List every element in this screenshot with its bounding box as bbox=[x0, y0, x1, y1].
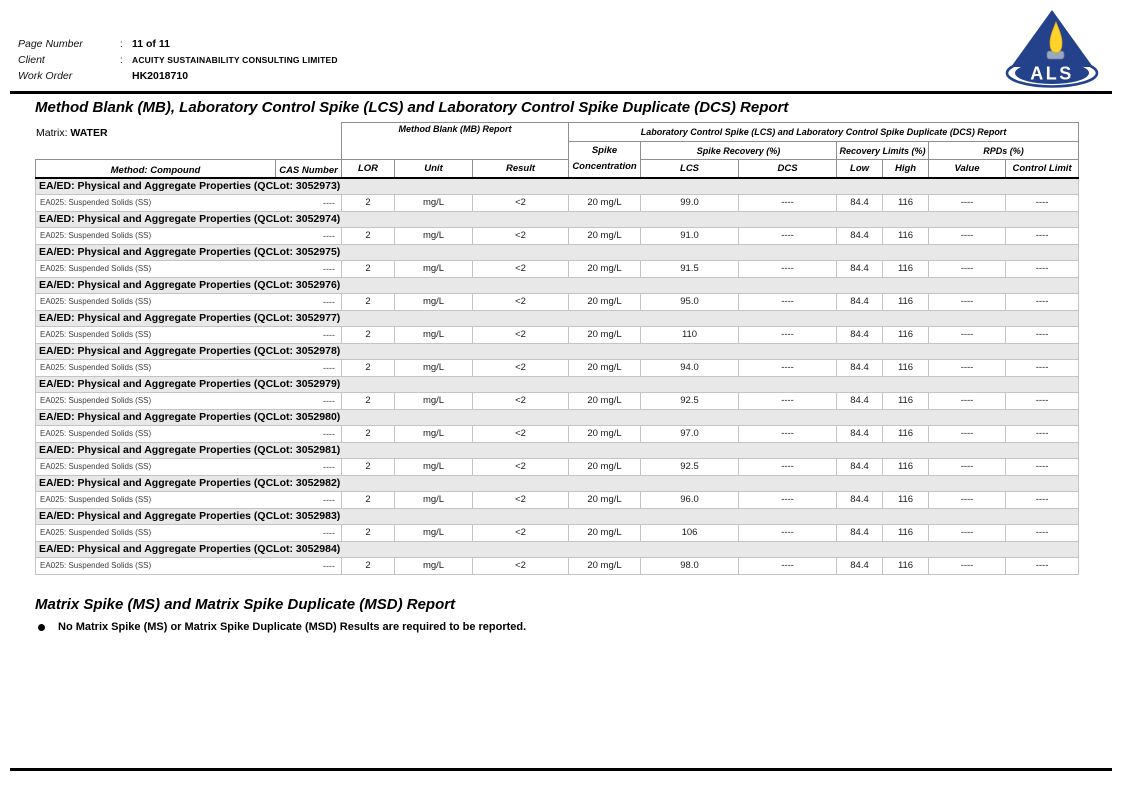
cell-control-limit: ---- bbox=[1006, 327, 1079, 344]
cell-compound: EA025: Suspended Solids (SS) bbox=[36, 261, 276, 278]
cell-value: ---- bbox=[929, 525, 1006, 542]
cell-control-limit: ---- bbox=[1006, 459, 1079, 476]
cell-value: ---- bbox=[929, 360, 1006, 377]
spike-concentration-line2: Concentration bbox=[572, 161, 637, 173]
cell-control-limit: ---- bbox=[1006, 195, 1079, 212]
cell-high: 116 bbox=[883, 327, 929, 344]
cell-lcs: 91.0 bbox=[641, 228, 739, 245]
cell-low: 84.4 bbox=[837, 558, 883, 575]
cell-cas: ---- bbox=[276, 228, 342, 245]
cell-dcs: ---- bbox=[739, 261, 837, 278]
cell-low: 84.4 bbox=[837, 459, 883, 476]
cell-cas: ---- bbox=[276, 294, 342, 311]
cell-unit: mg/L bbox=[395, 459, 473, 476]
cell-control-limit: ---- bbox=[1006, 558, 1079, 575]
report-title: Method Blank (MB), Laboratory Control Spike (LCS) and Laboratory Control Spike Duplicate (DCS) Report bbox=[35, 99, 789, 116]
col-result: Result bbox=[473, 160, 569, 178]
cell-high: 116 bbox=[883, 558, 929, 575]
cell-spike-conc: 20 mg/L bbox=[569, 525, 641, 542]
cell-compound: EA025: Suspended Solids (SS) bbox=[36, 195, 276, 212]
page-number-value: 11 of 11 bbox=[132, 38, 170, 50]
ms-bullet-row bbox=[38, 621, 526, 633]
cell-low: 84.4 bbox=[837, 195, 883, 212]
qc-section-row bbox=[36, 343, 1079, 360]
cell-unit: mg/L bbox=[395, 195, 473, 212]
col-high: High bbox=[883, 160, 929, 178]
cell-spike-conc: 20 mg/L bbox=[569, 393, 641, 410]
qc-data-row bbox=[36, 261, 1079, 278]
cell-high: 116 bbox=[883, 294, 929, 311]
cell-spike-conc: 20 mg/L bbox=[569, 195, 641, 212]
cell-compound: EA025: Suspended Solids (SS) bbox=[36, 228, 276, 245]
cell-cas: ---- bbox=[276, 327, 342, 344]
client-value: ACUITY SUSTAINABILITY CONSULTING LIMITED bbox=[132, 55, 338, 65]
cell-lcs: 106 bbox=[641, 525, 739, 542]
cell-dcs: ---- bbox=[739, 393, 837, 410]
cell-low: 84.4 bbox=[837, 492, 883, 509]
col-control-limit: Control Limit bbox=[1006, 160, 1079, 178]
cell-lcs: 97.0 bbox=[641, 426, 739, 443]
cell-value: ---- bbox=[929, 459, 1006, 476]
cell-value: ---- bbox=[929, 228, 1006, 245]
cell-lcs: 96.0 bbox=[641, 492, 739, 509]
page-number-row bbox=[18, 38, 338, 54]
client-colon: : bbox=[120, 55, 123, 66]
qc-report-table bbox=[35, 122, 1079, 575]
work-order-value: HK2018710 bbox=[132, 70, 189, 82]
client-label: Client bbox=[18, 54, 45, 66]
cell-result: <2 bbox=[473, 261, 569, 278]
cell-compound: EA025: Suspended Solids (SS) bbox=[36, 492, 276, 509]
cell-control-limit: ---- bbox=[1006, 525, 1079, 542]
cell-control-limit: ---- bbox=[1006, 426, 1079, 443]
qc-section-row bbox=[36, 409, 1079, 426]
cell-value: ---- bbox=[929, 294, 1006, 311]
qc-section-title: EA/ED: Physical and Aggregate Properties (QCLot: 3052976) bbox=[36, 277, 1079, 294]
cell-spike-conc: 20 mg/L bbox=[569, 360, 641, 377]
cell-value: ---- bbox=[929, 195, 1006, 212]
cell-dcs: ---- bbox=[739, 294, 837, 311]
cell-spike-conc: 20 mg/L bbox=[569, 327, 641, 344]
qc-data-row bbox=[36, 195, 1079, 212]
cell-result: <2 bbox=[473, 558, 569, 575]
cell-high: 116 bbox=[883, 393, 929, 410]
qc-data-row bbox=[36, 228, 1079, 245]
cell-compound: EA025: Suspended Solids (SS) bbox=[36, 393, 276, 410]
cell-lcs: 92.5 bbox=[641, 459, 739, 476]
cell-result: <2 bbox=[473, 228, 569, 245]
cell-control-limit: ---- bbox=[1006, 360, 1079, 377]
lcs-report-group-header: Laboratory Control Spike (LCS) and Laboratory Control Spike Duplicate (DCS) Report bbox=[569, 123, 1079, 142]
cell-lor: 2 bbox=[342, 558, 395, 575]
cell-unit: mg/L bbox=[395, 360, 473, 377]
cell-result: <2 bbox=[473, 492, 569, 509]
cell-value: ---- bbox=[929, 492, 1006, 509]
cell-result: <2 bbox=[473, 393, 569, 410]
cell-unit: mg/L bbox=[395, 327, 473, 344]
cell-compound: EA025: Suspended Solids (SS) bbox=[36, 294, 276, 311]
qc-section-title: EA/ED: Physical and Aggregate Properties (QCLot: 3052978) bbox=[36, 343, 1079, 360]
cell-lor: 2 bbox=[342, 294, 395, 311]
cell-lcs: 95.0 bbox=[641, 294, 739, 311]
col-value: Value bbox=[929, 160, 1006, 178]
qc-section-title: EA/ED: Physical and Aggregate Properties (QCLot: 3052981) bbox=[36, 442, 1079, 459]
col-compound: Method: Compound bbox=[36, 160, 276, 178]
ms-bullet-text: No Matrix Spike (MS) or Matrix Spike Duplicate (MSD) Results are required to be reported. bbox=[58, 621, 527, 633]
cell-lor: 2 bbox=[342, 492, 395, 509]
qc-section-title: EA/ED: Physical and Aggregate Properties (QCLot: 3052977) bbox=[36, 310, 1079, 327]
cell-unit: mg/L bbox=[395, 294, 473, 311]
cell-low: 84.4 bbox=[837, 525, 883, 542]
cell-value: ---- bbox=[929, 558, 1006, 575]
col-unit: Unit bbox=[395, 160, 473, 178]
qc-section-row bbox=[36, 310, 1079, 327]
cell-compound: EA025: Suspended Solids (SS) bbox=[36, 525, 276, 542]
qc-section-title: EA/ED: Physical and Aggregate Properties (QCLot: 3052984) bbox=[36, 541, 1079, 558]
cell-low: 84.4 bbox=[837, 393, 883, 410]
col-lcs: LCS bbox=[641, 160, 739, 178]
qc-data-row bbox=[36, 327, 1079, 344]
qc-data-row bbox=[36, 525, 1079, 542]
qc-section-row bbox=[36, 211, 1079, 228]
cell-control-limit: ---- bbox=[1006, 294, 1079, 311]
cell-lcs: 99.0 bbox=[641, 195, 739, 212]
spike-recovery-header: Spike Recovery (%) bbox=[641, 142, 837, 160]
qc-section-title: EA/ED: Physical and Aggregate Properties (QCLot: 3052973) bbox=[36, 178, 1079, 195]
cell-high: 116 bbox=[883, 426, 929, 443]
qc-section-row bbox=[36, 244, 1079, 261]
cell-dcs: ---- bbox=[739, 525, 837, 542]
cell-compound: EA025: Suspended Solids (SS) bbox=[36, 426, 276, 443]
cell-lor: 2 bbox=[342, 195, 395, 212]
cell-cas: ---- bbox=[276, 261, 342, 278]
cell-compound: EA025: Suspended Solids (SS) bbox=[36, 558, 276, 575]
cell-high: 116 bbox=[883, 228, 929, 245]
qc-section-title: EA/ED: Physical and Aggregate Properties (QCLot: 3052980) bbox=[36, 409, 1079, 426]
cell-cas: ---- bbox=[276, 525, 342, 542]
cell-result: <2 bbox=[473, 195, 569, 212]
cell-spike-conc: 20 mg/L bbox=[569, 426, 641, 443]
qc-data-row bbox=[36, 426, 1079, 443]
cell-compound: EA025: Suspended Solids (SS) bbox=[36, 327, 276, 344]
cell-low: 84.4 bbox=[837, 294, 883, 311]
qc-section-title: EA/ED: Physical and Aggregate Properties (QCLot: 3052979) bbox=[36, 376, 1079, 393]
cell-compound: EA025: Suspended Solids (SS) bbox=[36, 360, 276, 377]
cell-spike-conc: 20 mg/L bbox=[569, 492, 641, 509]
matrix-value: WATER bbox=[70, 127, 108, 139]
footer-divider-line bbox=[10, 768, 1112, 771]
qc-section-title: EA/ED: Physical and Aggregate Properties (QCLot: 3052983) bbox=[36, 508, 1079, 525]
cell-spike-conc: 20 mg/L bbox=[569, 261, 641, 278]
cell-unit: mg/L bbox=[395, 492, 473, 509]
cell-low: 84.4 bbox=[837, 360, 883, 377]
cell-dcs: ---- bbox=[739, 360, 837, 377]
cell-value: ---- bbox=[929, 327, 1006, 344]
spike-concentration-line1: Spike bbox=[591, 145, 618, 157]
cell-dcs: ---- bbox=[739, 327, 837, 344]
cell-high: 116 bbox=[883, 360, 929, 377]
cell-low: 84.4 bbox=[837, 228, 883, 245]
page-header-info bbox=[18, 38, 338, 86]
work-order-row bbox=[18, 70, 338, 86]
cell-spike-conc: 20 mg/L bbox=[569, 228, 641, 245]
mb-report-group-header: Method Blank (MB) Report bbox=[342, 123, 569, 160]
cell-cas: ---- bbox=[276, 459, 342, 476]
cell-value: ---- bbox=[929, 261, 1006, 278]
cell-compound: EA025: Suspended Solids (SS) bbox=[36, 459, 276, 476]
cell-lor: 2 bbox=[342, 393, 395, 410]
cell-high: 116 bbox=[883, 195, 929, 212]
qc-section-row bbox=[36, 442, 1079, 459]
cell-value: ---- bbox=[929, 426, 1006, 443]
col-dcs: DCS bbox=[739, 160, 837, 178]
qc-section-row bbox=[36, 178, 1079, 195]
cell-dcs: ---- bbox=[739, 459, 837, 476]
cell-lor: 2 bbox=[342, 261, 395, 278]
qc-section-title: EA/ED: Physical and Aggregate Properties (QCLot: 3052974) bbox=[36, 211, 1079, 228]
cell-lor: 2 bbox=[342, 228, 395, 245]
spike-concentration-header bbox=[569, 142, 641, 178]
qc-section-row bbox=[36, 508, 1079, 525]
cell-cas: ---- bbox=[276, 393, 342, 410]
cell-dcs: ---- bbox=[739, 558, 837, 575]
qc-data-row bbox=[36, 558, 1079, 575]
col-lor: LOR bbox=[342, 160, 395, 178]
matrix-line bbox=[36, 127, 108, 139]
qc-data-row bbox=[36, 492, 1079, 509]
cell-unit: mg/L bbox=[395, 393, 473, 410]
cell-lcs: 92.5 bbox=[641, 393, 739, 410]
cell-control-limit: ---- bbox=[1006, 492, 1079, 509]
cell-value: ---- bbox=[929, 393, 1006, 410]
cell-high: 116 bbox=[883, 261, 929, 278]
cell-spike-conc: 20 mg/L bbox=[569, 294, 641, 311]
cell-low: 84.4 bbox=[837, 426, 883, 443]
qc-section-title: EA/ED: Physical and Aggregate Properties (QCLot: 3052982) bbox=[36, 475, 1079, 492]
cell-lor: 2 bbox=[342, 327, 395, 344]
cell-dcs: ---- bbox=[739, 426, 837, 443]
qc-data-row bbox=[36, 360, 1079, 377]
cell-result: <2 bbox=[473, 426, 569, 443]
client-row bbox=[18, 54, 338, 70]
als-logo bbox=[998, 8, 1106, 90]
cell-cas: ---- bbox=[276, 558, 342, 575]
table-group-header-row bbox=[36, 123, 1079, 142]
cell-control-limit: ---- bbox=[1006, 228, 1079, 245]
recovery-limits-header: Recovery Limits (%) bbox=[837, 142, 929, 160]
cell-unit: mg/L bbox=[395, 261, 473, 278]
cell-spike-conc: 20 mg/L bbox=[569, 459, 641, 476]
cell-lcs: 98.0 bbox=[641, 558, 739, 575]
cell-lor: 2 bbox=[342, 525, 395, 542]
cell-lcs: 110 bbox=[641, 327, 739, 344]
ms-section-title: Matrix Spike (MS) and Matrix Spike Duplicate (MSD) Report bbox=[35, 596, 456, 613]
cell-high: 116 bbox=[883, 525, 929, 542]
cell-dcs: ---- bbox=[739, 492, 837, 509]
cell-result: <2 bbox=[473, 360, 569, 377]
cell-dcs: ---- bbox=[739, 228, 837, 245]
qc-section-row bbox=[36, 541, 1079, 558]
col-low: Low bbox=[837, 160, 883, 178]
cell-spike-conc: 20 mg/L bbox=[569, 558, 641, 575]
qc-data-row bbox=[36, 459, 1079, 476]
cell-control-limit: ---- bbox=[1006, 393, 1079, 410]
page-number-label: Page Number bbox=[18, 38, 83, 50]
work-order-label: Work Order bbox=[18, 70, 73, 82]
logo-text: ALS bbox=[1030, 63, 1074, 84]
qc-section-row bbox=[36, 475, 1079, 492]
matrix-label: Matrix: bbox=[36, 127, 68, 139]
als-logo-graphic bbox=[998, 8, 1106, 90]
qc-data-row bbox=[36, 393, 1079, 410]
cell-lcs: 94.0 bbox=[641, 360, 739, 377]
cell-cas: ---- bbox=[276, 360, 342, 377]
page-number-colon: : bbox=[120, 39, 123, 50]
cell-result: <2 bbox=[473, 294, 569, 311]
cell-result: <2 bbox=[473, 327, 569, 344]
cell-cas: ---- bbox=[276, 195, 342, 212]
col-cas-number: CAS Number bbox=[276, 160, 342, 178]
rpds-header: RPDs (%) bbox=[929, 142, 1079, 160]
cell-high: 116 bbox=[883, 492, 929, 509]
qc-section-title: EA/ED: Physical and Aggregate Properties (QCLot: 3052975) bbox=[36, 244, 1079, 261]
cell-lor: 2 bbox=[342, 459, 395, 476]
cell-unit: mg/L bbox=[395, 228, 473, 245]
cell-unit: mg/L bbox=[395, 558, 473, 575]
cell-result: <2 bbox=[473, 459, 569, 476]
cell-cas: ---- bbox=[276, 492, 342, 509]
cell-lor: 2 bbox=[342, 360, 395, 377]
cell-high: 116 bbox=[883, 459, 929, 476]
cell-low: 84.4 bbox=[837, 261, 883, 278]
cell-lcs: 91.5 bbox=[641, 261, 739, 278]
cell-low: 84.4 bbox=[837, 327, 883, 344]
cell-cas: ---- bbox=[276, 426, 342, 443]
cell-control-limit: ---- bbox=[1006, 261, 1079, 278]
cell-result: <2 bbox=[473, 525, 569, 542]
qc-data-row bbox=[36, 294, 1079, 311]
cell-lor: 2 bbox=[342, 426, 395, 443]
qc-section-row bbox=[36, 277, 1079, 294]
qc-section-row bbox=[36, 376, 1079, 393]
header-divider-line bbox=[10, 91, 1112, 94]
bullet-icon bbox=[38, 624, 45, 631]
cell-dcs: ---- bbox=[739, 195, 837, 212]
cell-unit: mg/L bbox=[395, 426, 473, 443]
cell-unit: mg/L bbox=[395, 525, 473, 542]
table-columns-header-row bbox=[36, 160, 1079, 178]
